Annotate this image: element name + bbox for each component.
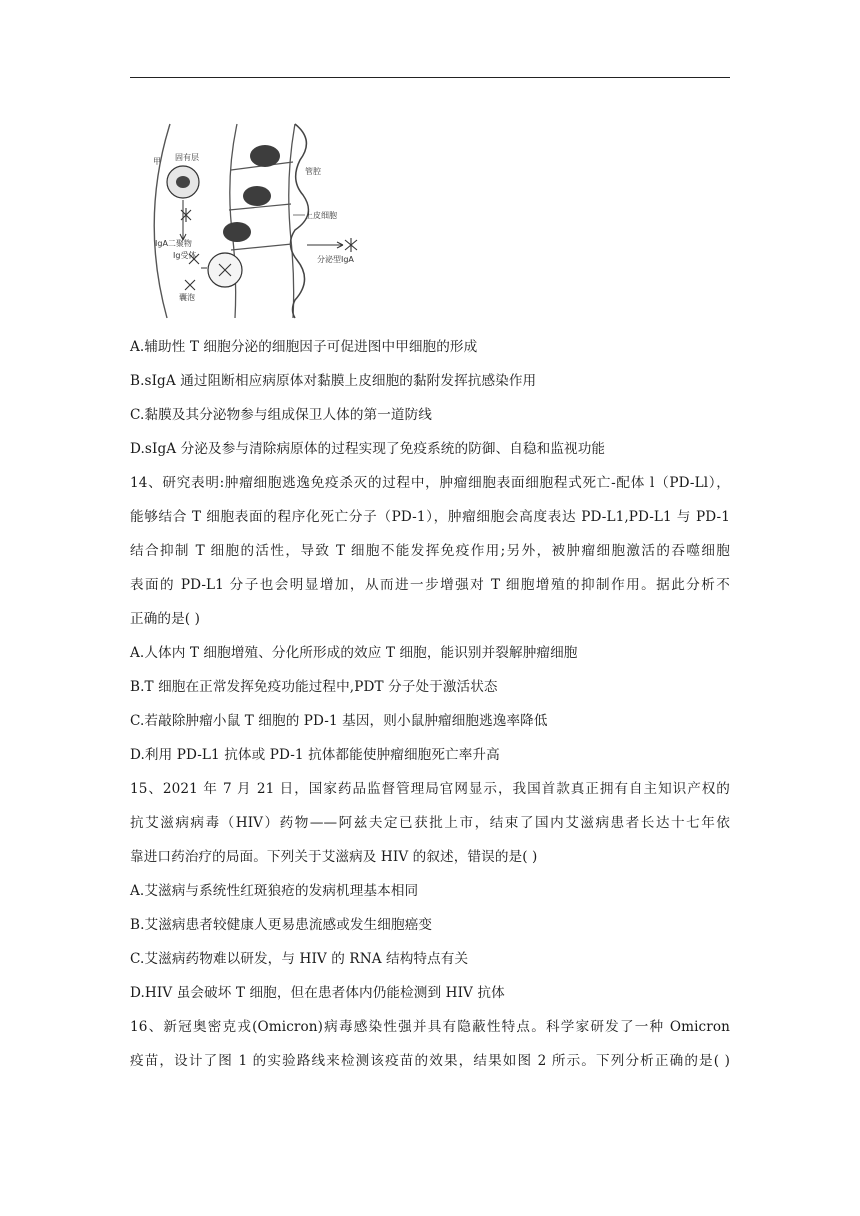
secretory-iga-mark bbox=[345, 238, 357, 252]
cell-divider bbox=[231, 244, 292, 250]
q15-option-a: A.艾滋病与系统性红斑狼疮的发病机理基本相同 bbox=[130, 883, 419, 899]
q15-option-d: D.HIV 虽会破坏 T 细胞，但在患者体内仍能检测到 HIV 抗体 bbox=[130, 985, 505, 1001]
label-epithelial-cell: 上皮细胞 bbox=[305, 211, 337, 220]
epithelial-nucleus bbox=[250, 145, 280, 167]
q13-option-a: A.辅助性 T 细胞分泌的细胞因子可促进图中甲细胞的形成 bbox=[130, 339, 478, 355]
label-lamina-propria: 固有层 bbox=[175, 153, 199, 162]
q15-stem-line: 靠进口药治疗的局面。下列关于艾滋病及 HIV 的叙述，错误的是( ) bbox=[130, 849, 538, 865]
tissue-boundary bbox=[154, 124, 170, 318]
q15-option-b: B.艾滋病患者较健康人更易患流感或发生细胞癌变 bbox=[130, 917, 433, 933]
q13-option-b: B.sIgA 通过阻断相应病原体对黏膜上皮细胞的黏附发挥抗感染作用 bbox=[130, 373, 537, 389]
siga-secretion-figure bbox=[145, 120, 390, 320]
siga-figure-svg bbox=[145, 120, 390, 320]
q14-stem-line: 表面的 PD-L1 分子也会明显增加，从而进一步增强对 T 细胞增殖的抑制作用。据此分析不 bbox=[130, 577, 730, 593]
q14-stem-line: 能够结合 T 细胞表面的程序化死亡分子（PD-1），肿瘤细胞会高度表达 PD-L1,PD-L1 与 PD-1 bbox=[130, 509, 730, 525]
label-secretory-iga: 分泌型IgA bbox=[317, 255, 354, 264]
label-jia: 甲 bbox=[153, 157, 161, 166]
vesicle-mark bbox=[185, 280, 195, 290]
label-vesicle: 囊泡 bbox=[179, 293, 195, 302]
epithelial-nucleus bbox=[243, 186, 271, 206]
apical-membrane bbox=[289, 124, 295, 318]
label-lumen: 管腔 bbox=[305, 167, 321, 176]
header-rule bbox=[130, 77, 730, 78]
q14-option-b: B.T 细胞在正常发挥免疫功能过程中,PDT 分子处于激活状态 bbox=[130, 679, 498, 695]
plasma-cell-nucleus bbox=[176, 176, 190, 188]
q13-option-c: C.黏膜及其分泌物参与组成保卫人体的第一道防线 bbox=[130, 407, 433, 423]
basal-membrane bbox=[230, 124, 237, 318]
q14-option-c: C.若敲除肿瘤小鼠 T 细胞的 PD-1 基因，则小鼠肿瘤细胞逃逸率降低 bbox=[130, 713, 548, 729]
q14-option-a: A.人体内 T 细胞增殖、分化所形成的效应 T 细胞，能识别并裂解肿瘤细胞 bbox=[130, 645, 578, 661]
label-iga-dimer: IgA二聚物 bbox=[155, 239, 192, 248]
q14-stem-line: 14、研究表明:肿瘤细胞逃逸免疫杀灭的过程中，肿瘤细胞表面细胞程式死亡-配体 l（PD-Ll）， bbox=[130, 475, 730, 491]
q14-stem-line: 结合抑制 T 细胞的活性，导致 T 细胞不能发挥免疫作用;另外，被肿瘤细胞激活的吞噬细胞 bbox=[130, 543, 730, 559]
q16-stem-line: 16、新冠奥密克戎(Omicron)病毒感染性强并具有隐蔽性特点。科学家研发了一种 Omicron bbox=[130, 1019, 730, 1035]
q14-stem-line: 正确的是( ) bbox=[130, 611, 201, 627]
label-ig-receptor: Ig受体 bbox=[173, 251, 197, 260]
q13-option-d: D.sIgA 分泌及参与清除病原体的过程实现了免疫系统的防御、自稳和监视功能 bbox=[130, 441, 606, 457]
q16-stem-line: 疫苗，设计了图 1 的实验路线来检测该疫苗的效果，结果如图 2 所示。下列分析正确的是( ) bbox=[130, 1053, 730, 1069]
epithelial-nucleus bbox=[223, 222, 251, 242]
q15-stem-line: 15、2021 年 7 月 21 日，国家药品监督管理局官网显示，我国首款真正拥有自主知识产权的 bbox=[130, 781, 730, 797]
q15-option-c: C.艾滋病药物难以研发，与 HIV 的 RNA 结构特点有关 bbox=[130, 951, 469, 967]
q14-option-d: D.利用 PD-L1 抗体或 PD-1 抗体都能使肿瘤细胞死亡率升高 bbox=[130, 747, 500, 763]
q15-stem-line: 抗艾滋病病毒（HIV）药物——阿兹夫定已获批上市，结束了国内艾滋病患者长达十七年依 bbox=[130, 815, 730, 831]
